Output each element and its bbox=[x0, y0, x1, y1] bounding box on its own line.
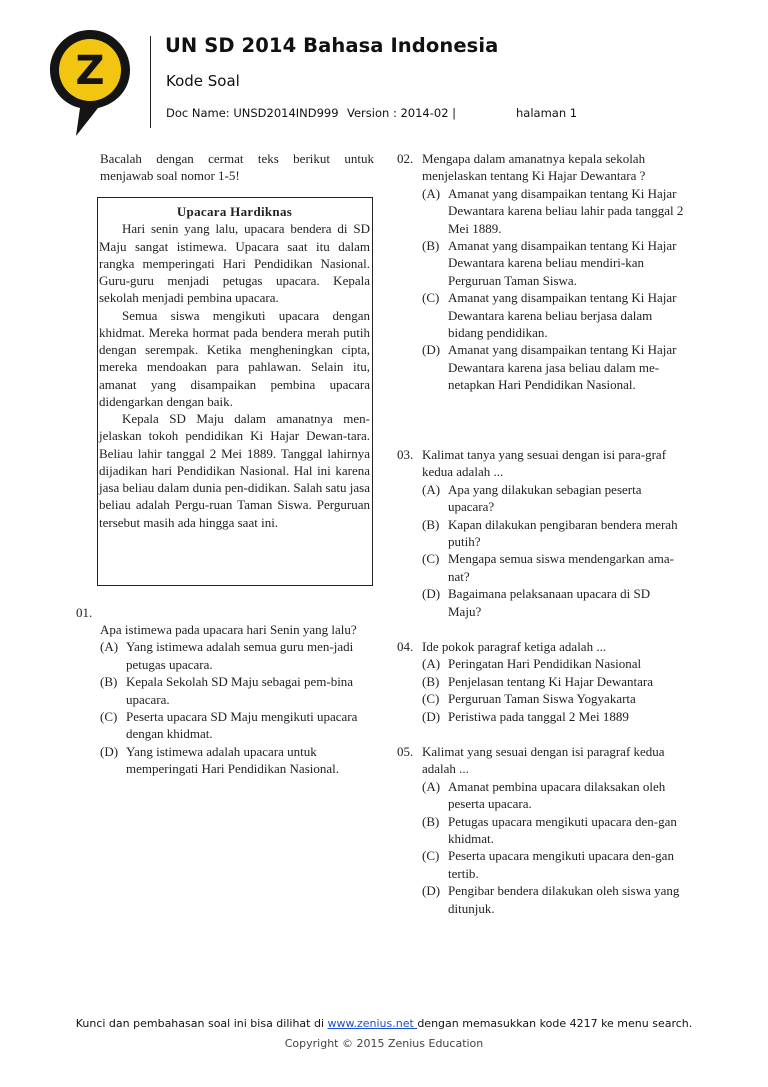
question-1-stem: Apa istimewa pada upacara hari Senin yang lalu? bbox=[100, 622, 357, 637]
instruction-text: Bacalah dengan cermat teks berikut untuk menjawab soal nomor 1-5! bbox=[100, 151, 374, 184]
question-5-option-b: (B) Petugas upacara mengikuti upacara den-gan khidmat. bbox=[422, 813, 677, 847]
header-divider bbox=[150, 36, 151, 128]
question-1 bbox=[100, 621, 372, 778]
reading-passage bbox=[97, 197, 373, 586]
question-3-option-c: (C) Mengapa semua siswa mendengarkan ama-nat? bbox=[422, 551, 674, 584]
logo-letter: Z bbox=[75, 48, 105, 94]
question-1-number: 01. bbox=[76, 605, 93, 620]
question-4-stem: Ide pokok paragraf ketiga adalah ... bbox=[422, 639, 607, 654]
question-5 bbox=[422, 743, 684, 917]
question-3-number: 03. bbox=[397, 447, 414, 462]
question-1-option-a: (A) Yang istimewa adalah semua guru men-jadi petugas upacara. bbox=[100, 639, 354, 672]
question-5-option-a: (A) Amanat pembina upacara dilaksakan oleh peserta upacara. bbox=[422, 778, 666, 812]
question-4-option-d: (D) Peristiwa pada tanggal 2 Mei 1889 bbox=[422, 708, 629, 724]
question-3-stem: Kalimat tanya yang sesuai dengan isi para-graf kedua adalah ... bbox=[422, 447, 667, 480]
question-2-option-a: (A) Amanat yang disampaikan tentang Ki Hajar Dewantara karena beliau lahir pada tanggal 2 Mei 1889. bbox=[422, 185, 684, 236]
question-5-stem: Kalimat yang sesuai dengan isi paragraf kedua adalah ... bbox=[422, 744, 665, 777]
footer-text-before: Kunci dan pembahasan soal ini bisa dilihat di bbox=[75, 1017, 328, 1030]
question-2-number: 02. bbox=[397, 151, 414, 166]
question-2 bbox=[422, 150, 684, 394]
question-3-option-b: (B) Kapan dilakukan pengibaran bendera merah putih? bbox=[422, 516, 678, 550]
question-5-option-d: (D) Pengibar bendera dilakukan oleh siswa yang ditunjuk. bbox=[422, 883, 680, 916]
passage-paragraph-2: Semua siswa mengikuti upacara dengan khidmat. Mereka hormat pada bendera merah putih dengan serempak. Ketika mengheningkan cipta, mereka mendoakan para pahlawan. Selain itu, amanat yang disampaikan pembina upacara didengarkan dengan baik. bbox=[99, 307, 370, 409]
doc-name: Doc Name: UNSD2014IND999 bbox=[166, 106, 339, 120]
passage-paragraph-3: Kepala SD Maju dalam amanatnya men-jelaskan tokoh pendidikan Ki Hajar Dewan-tara. Beliau lahir tanggal 2 Mei 1889. Tanggal lahirnya dijadikan hari Pendidikan Nasional. Hal ini karena jasa beliau dalam dunia pen-didikan. Salah satu jasa beliau adalah Pergu-ruan Taman Siswa. Perguruan tersebut masih ada hingga saat ini. bbox=[99, 411, 370, 530]
document-title: UN SD 2014 Bahasa Indonesia bbox=[165, 34, 499, 57]
question-4-option-c: (C) Perguruan Taman Siswa Yogyakarta bbox=[422, 691, 636, 707]
question-1-option-b: (B) Kepala Sekolah SD Maju sebagai pem-bina upacara. bbox=[100, 674, 354, 707]
passage-paragraph-1: Hari senin yang lalu, upacara bendera di SD Maju sangat istimewa. Upacara saat itu dalam rangka memperingati Hari Pendidikan Nasional. Guru-guru menjadi petugas upacara. Kepala sekolah menjadi pembina upacara. bbox=[99, 221, 370, 306]
question-4-option-b: (B) Penjelasan tentang Ki Hajar Dewantara bbox=[422, 673, 654, 689]
question-4-option-a: (A) Peringatan Hari Pendidikan Nasional bbox=[422, 656, 642, 672]
question-2-option-d: (D) Amanat yang disampaikan tentang Ki Hajar Dewantara karena jasa beliau dalam me-netapkan Hari Pendidikan Nasional. bbox=[422, 342, 677, 393]
zenius-link[interactable]: www.zenius.net bbox=[327, 1017, 418, 1030]
question-3 bbox=[422, 446, 684, 620]
question-5-option-c: (C) Peserta upacara mengikuti upacara den-gan tertib. bbox=[422, 848, 674, 881]
page-number: halaman 1 bbox=[516, 106, 578, 120]
copyright: Copyright © 2015 Zenius Education bbox=[284, 1037, 484, 1050]
question-2-option-b: (B) Amanat yang disampaikan tentang Ki Hajar Dewantara karena beliau mendiri-kan Perguruan Taman Siswa. bbox=[422, 238, 677, 288]
footer-note bbox=[0, 1017, 768, 1030]
question-3-option-a: (A) Apa yang dilakukan sebagian peserta upacara? bbox=[422, 481, 642, 515]
document-subtitle: Kode Soal bbox=[166, 72, 240, 90]
question-1-option-c: (C) Peserta upacara SD Maju mengikuti upacara dengan khidmat. bbox=[100, 709, 358, 742]
question-5-number: 05. bbox=[397, 744, 414, 759]
doc-version: Version : 2014-02 | bbox=[347, 106, 457, 120]
question-2-stem: Mengapa dalam amanatnya kepala sekolah menjelaskan tentang Ki Hajar Dewantara ? bbox=[422, 151, 646, 184]
footer-text-after: dengan memasukkan kode 4217 ke menu search. bbox=[417, 1017, 693, 1030]
zenius-logo-icon bbox=[48, 28, 132, 138]
question-4-number: 04. bbox=[397, 639, 414, 654]
question-2-option-c: (C) Amanat yang disampaikan tentang Ki Hajar Dewantara karena beliau berjasa dalam bidang pendidikan. bbox=[422, 290, 677, 341]
question-3-option-d: (D) Bagaimana pelaksanaan upacara di SD Maju? bbox=[422, 586, 651, 619]
question-4 bbox=[422, 638, 684, 725]
passage-title: Upacara Hardiknas bbox=[176, 204, 293, 219]
question-1-option-d: (D) Yang istimewa adalah upacara untuk memperingati Hari Pendidikan Nasional. bbox=[100, 743, 340, 777]
